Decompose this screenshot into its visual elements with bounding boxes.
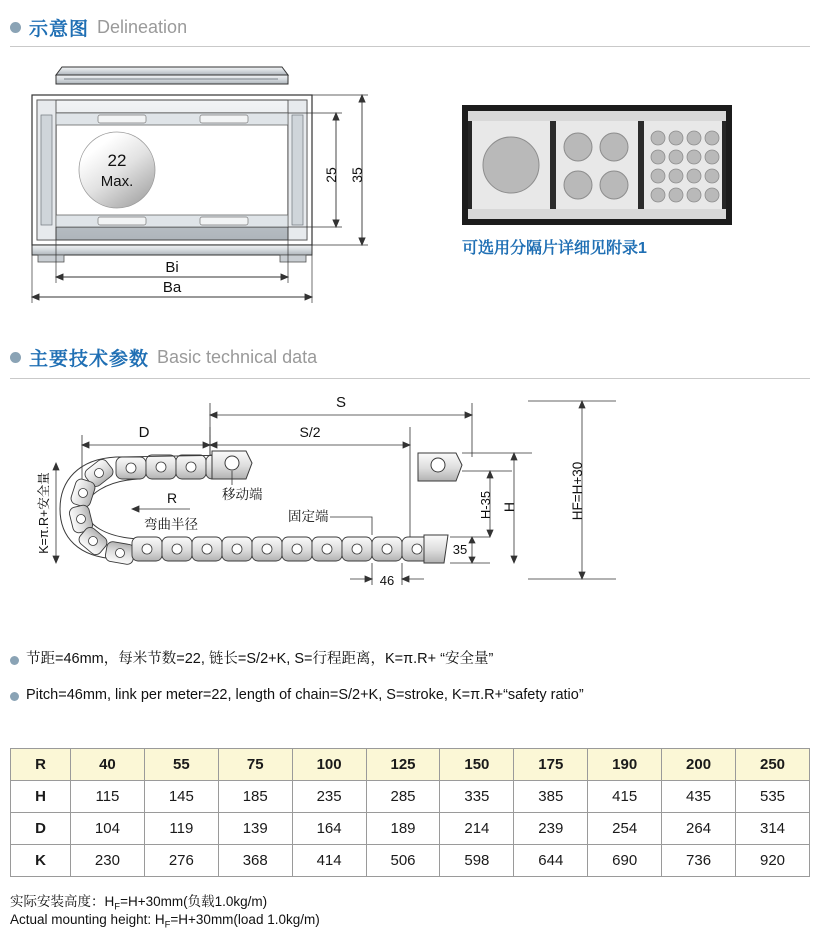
table-row: [11, 845, 810, 877]
cross-section-drawing: [20, 55, 420, 310]
table-cell: 535: [736, 781, 810, 813]
dim-label-S2: S/2: [299, 424, 321, 440]
table-cell: 75: [218, 749, 292, 781]
table-cell: 150: [440, 749, 514, 781]
table-cell: 414: [292, 845, 366, 877]
table-cell: 139: [218, 813, 292, 845]
divider-plate-illustration: [462, 105, 732, 230]
table-cell: 314: [736, 813, 810, 845]
ball-label-max: Max.: [100, 173, 134, 190]
section-title-en-2: Basic technical data: [157, 347, 318, 367]
table-cell: 55: [144, 749, 218, 781]
label-fixed-end: 固定端: [288, 509, 329, 524]
table-cell: 189: [366, 813, 440, 845]
dim-label-ba: Ba: [162, 279, 182, 296]
table-cell: 175: [514, 749, 588, 781]
dim-label-25: 25: [323, 167, 339, 183]
note-line-cn: [10, 650, 493, 670]
note-line-en: [10, 686, 584, 706]
dim-label-R: R: [166, 490, 178, 506]
table-cell: 335: [440, 781, 514, 813]
table-cell: 250: [736, 749, 810, 781]
section-title-en: Delineation: [97, 17, 188, 37]
footnote-en-pre: Actual mounting height: H: [10, 912, 165, 927]
table-cell: 644: [514, 845, 588, 877]
table-row: [11, 781, 810, 813]
divider-plate-caption: 可选用分隔片详细见附录1: [462, 240, 647, 257]
label-moving-end: 移动端: [222, 487, 263, 502]
divider-middle: [10, 378, 810, 379]
dim-label-K: K=π.R+安全量: [37, 472, 51, 554]
table-cell: 368: [218, 845, 292, 877]
dim-label-H: H: [501, 501, 517, 513]
table-cell: 119: [144, 813, 218, 845]
footnote-cn-post: =H+30mm(负载1.0kg/m): [120, 894, 268, 909]
spec-table: [10, 748, 810, 877]
table-cell: 190: [588, 749, 662, 781]
note-text-cn: 节距=46mm，每米节数=22, 链长=S/2+K, S=行程距离，K=π.R+ “安全量”: [26, 651, 494, 667]
table-cell: 736: [662, 845, 736, 877]
bullet-icon: [10, 22, 21, 33]
table-cell: 115: [71, 781, 145, 813]
table-cell: 100: [292, 749, 366, 781]
table-cell: 185: [218, 781, 292, 813]
label-bend-radius: 弯曲半径: [144, 517, 198, 532]
table-cell: 164: [292, 813, 366, 845]
table-cell: 104: [71, 813, 145, 845]
table-cell: 254: [588, 813, 662, 845]
table-row-label: H: [11, 781, 71, 813]
footnote-en: [10, 912, 320, 931]
table-cell: 230: [71, 845, 145, 877]
dim-label-46: 46: [379, 573, 395, 588]
table-cell: 125: [366, 749, 440, 781]
table-cell: 200: [662, 749, 736, 781]
footnote-cn-pre: 实际安装高度：H: [10, 894, 115, 909]
footnote-en-sub: F: [164, 919, 171, 931]
dim-label-S: S: [335, 394, 347, 411]
dim-label-HF: HF=H+30: [570, 461, 585, 521]
dim-label-D: D: [138, 424, 150, 441]
table-row-label: D: [11, 813, 71, 845]
footnote-en-post: =H+30mm(load 1.0kg/m): [170, 912, 320, 927]
divider-top: [10, 46, 810, 47]
table-cell: 385: [514, 781, 588, 813]
dim-label-35-lower: 35: [452, 542, 468, 557]
table-cell: 506: [366, 845, 440, 877]
table-row-label: K: [11, 845, 71, 877]
table-cell: 276: [144, 845, 218, 877]
table-row: [11, 749, 810, 781]
table-cell: 285: [366, 781, 440, 813]
section-header-basic-data: [10, 344, 317, 371]
table-cell: 415: [588, 781, 662, 813]
table-cell: 690: [588, 845, 662, 877]
footnote-cn: [10, 890, 267, 913]
table-row-label: R: [11, 749, 71, 781]
dim-label-35: 35: [349, 167, 365, 183]
bullet-icon: [10, 656, 19, 665]
table-cell: 239: [514, 813, 588, 845]
section-title-cn-2: 主要技术参数: [29, 349, 150, 370]
table-cell: 214: [440, 813, 514, 845]
table-cell: 264: [662, 813, 736, 845]
bullet-icon: [10, 352, 21, 363]
section-header-delineation: [10, 14, 187, 41]
dim-label-bi: Bi: [165, 259, 179, 276]
section-title-cn: 示意图: [29, 19, 90, 40]
table-cell: 435: [662, 781, 736, 813]
bullet-icon: [10, 692, 19, 701]
footnote-cn-sub: F: [114, 901, 121, 913]
table-cell: 598: [440, 845, 514, 877]
chain-layout-diagram: [20, 385, 660, 640]
table-cell: 40: [71, 749, 145, 781]
note-text-en: Pitch=46mm, link per meter=22, length of chain=S/2+K, S=stroke, K=π.R+“safety ratio”: [26, 687, 584, 703]
dim-label-H-35: H-35: [478, 490, 493, 520]
table-row: [11, 813, 810, 845]
table-cell: 920: [736, 845, 810, 877]
table-cell: 235: [292, 781, 366, 813]
table-cell: 145: [144, 781, 218, 813]
ball-label-diameter: 22: [107, 151, 127, 170]
